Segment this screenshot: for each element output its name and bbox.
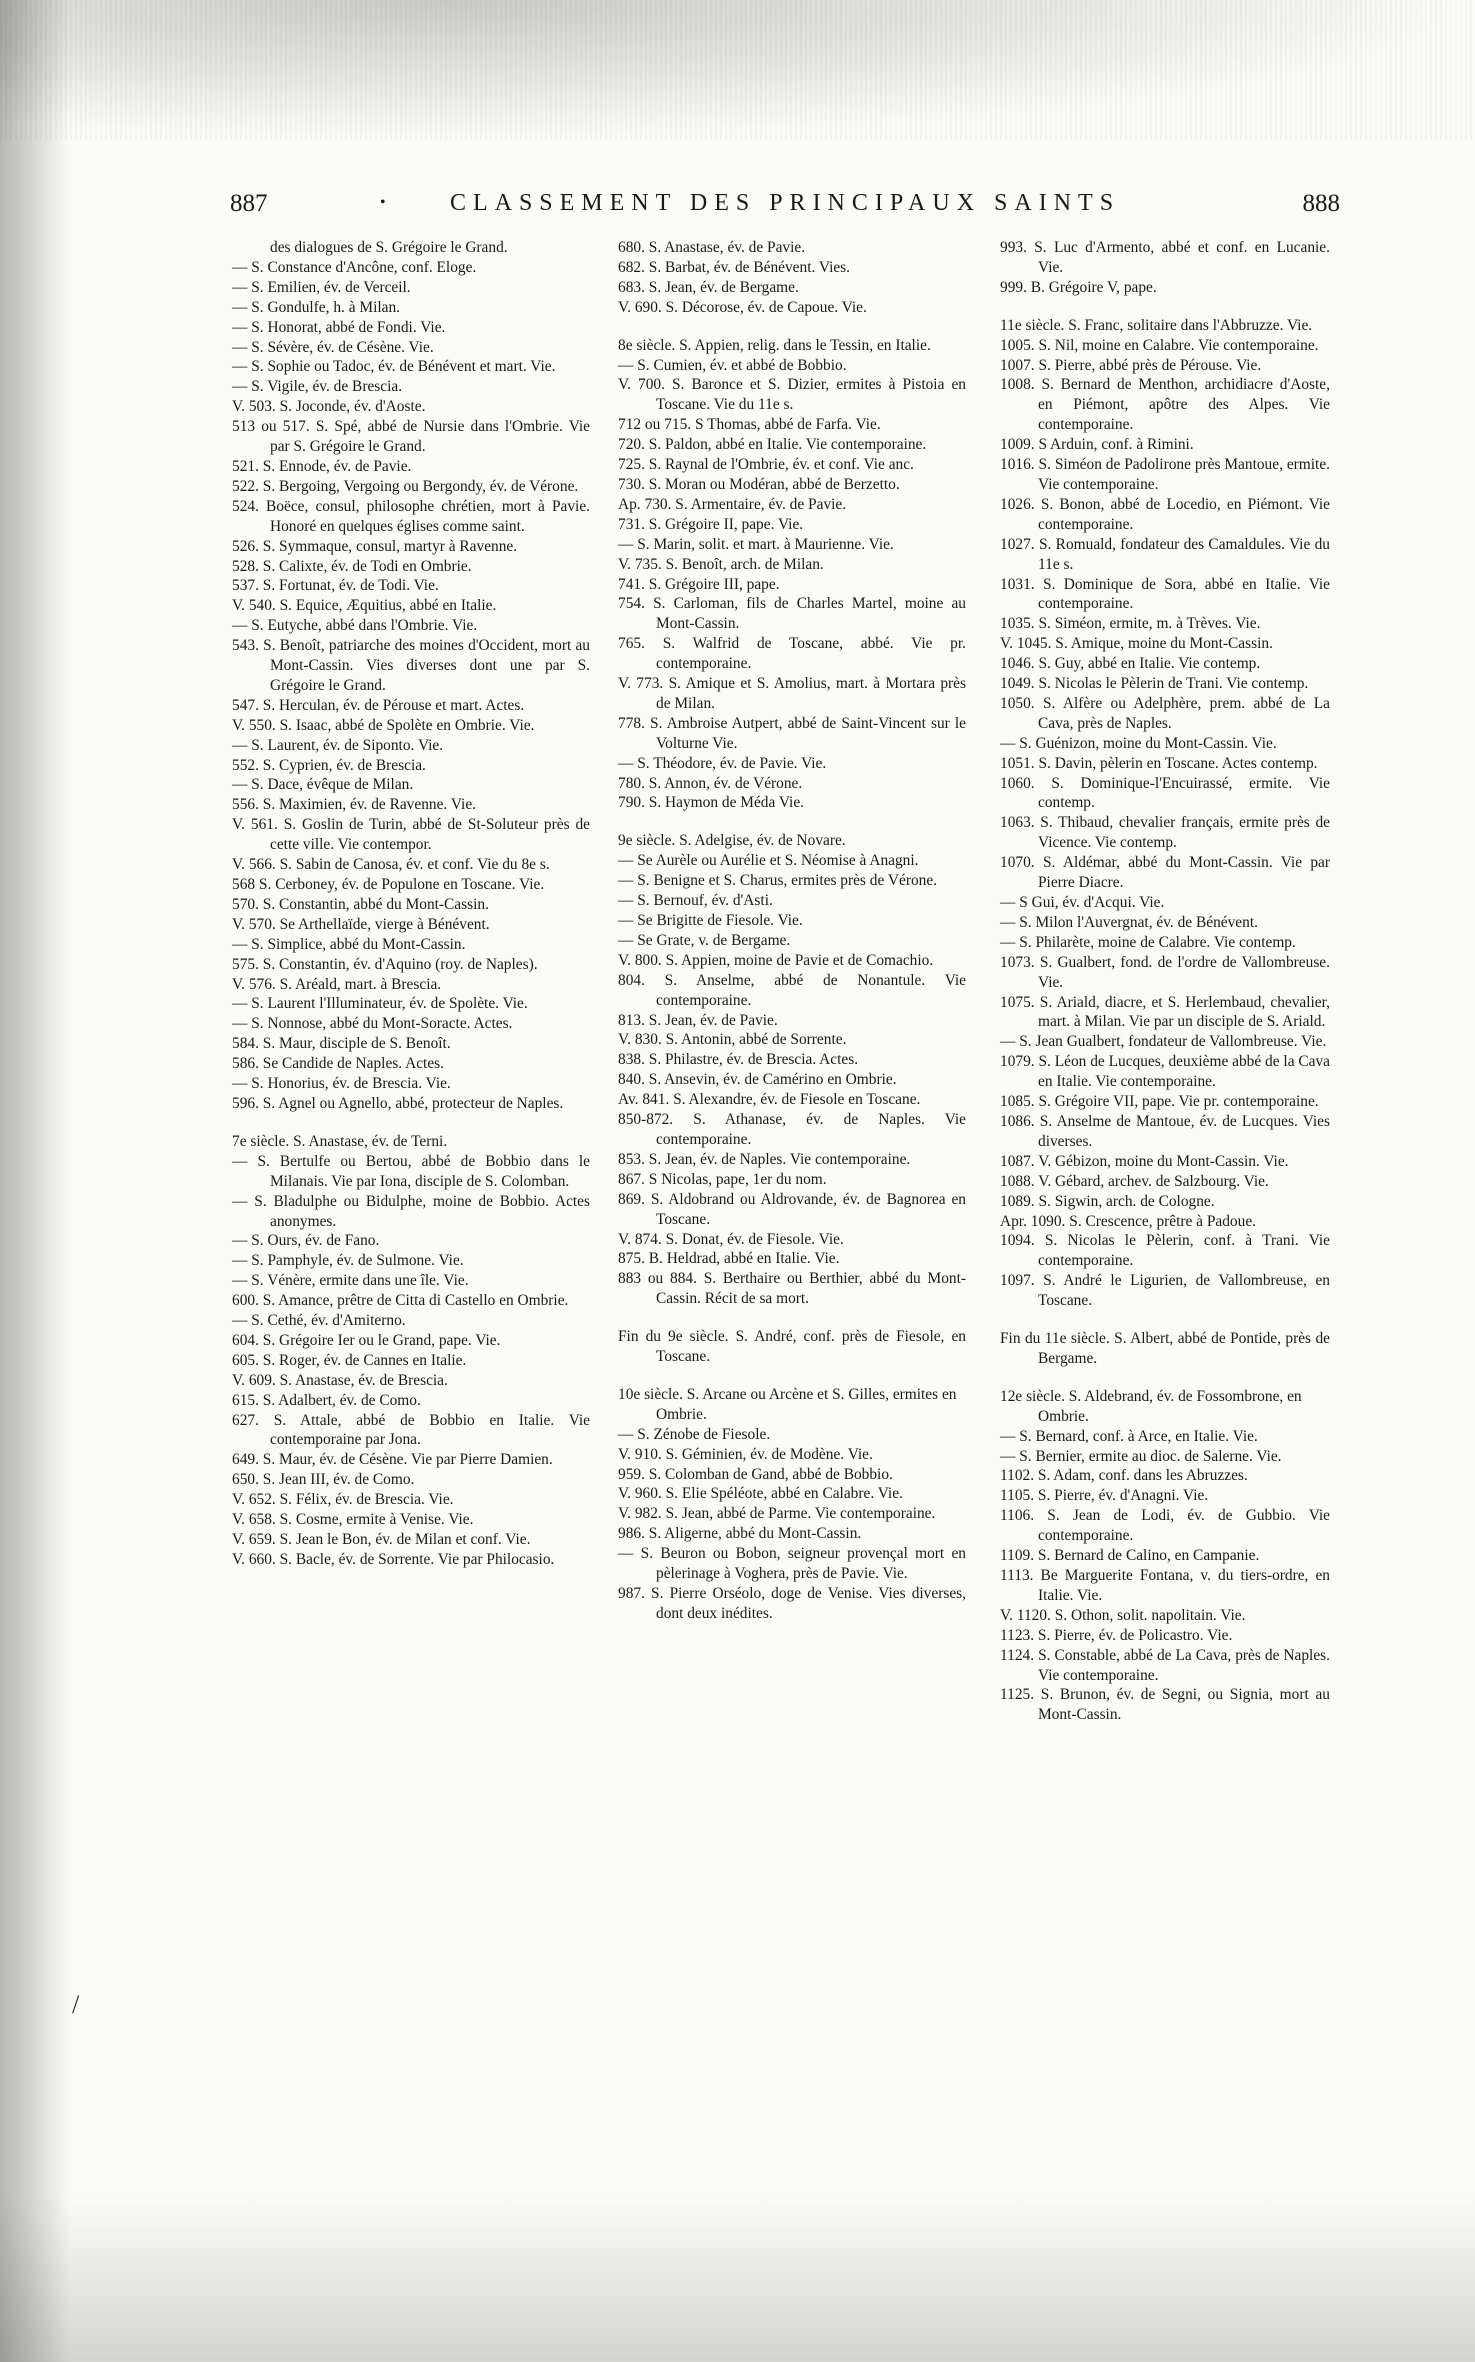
entry-gap xyxy=(1000,1311,1330,1329)
saint-entry: 1007. S. Pierre, abbé près de Pérouse. Vie. xyxy=(1000,356,1262,374)
saint-entry: 1124. S. Constable, abbé de La Cava, près de Naples. Vie contemporaine. xyxy=(1000,1646,1330,1684)
saint-entry: Apr. 1090. S. Crescence, prêtre à Padoue. xyxy=(1000,1212,1257,1230)
entry-gap xyxy=(1000,1369,1330,1387)
scan-edge-bottom xyxy=(0,2192,1475,2362)
saint-entry: V. 652. S. Félix, év. de Brescia. Vie. xyxy=(232,1491,454,1509)
saint-entry: 959. S. Colomban de Gand, abbé de Bobbio. xyxy=(618,1465,893,1483)
saint-entry: V. 561. S. Goslin de Turin, abbé de St-Soluteur près de cette ville. Vie contempor. xyxy=(232,816,590,854)
saint-entry: — S. Eutyche, abbé dans l'Ombrie. Vie. xyxy=(232,617,478,635)
saint-entry: — S. Benigne et S. Charus, ermites près de Vérone. xyxy=(618,872,938,890)
saint-entry: — S. Bernouf, év. d'Asti. xyxy=(618,892,773,910)
running-header xyxy=(230,190,1340,230)
saint-entry: 537. S. Fortunat, év. de Todi. Vie. xyxy=(232,577,439,595)
entry-gap xyxy=(618,1367,966,1385)
saint-entry: — S. Honorat, abbé de Fondi. Vie. xyxy=(232,318,446,336)
saint-entry: 986. S. Aligerne, abbé du Mont-Cassin. xyxy=(618,1525,862,1543)
saint-entry: 730. S. Moran ou Modéran, abbé de Berzetto. xyxy=(618,475,900,493)
saint-entry: V. 609. S. Anastase, év. de Brescia. xyxy=(232,1371,448,1389)
saint-entry: 556. S. Maximien, év. de Ravenne. Vie. xyxy=(232,796,476,814)
saint-entry: — S. Beuron ou Bobon, seigneur provençal mort en pèlerinage à Voghera, près de Pavie. Vie. xyxy=(618,1545,966,1583)
saint-entry: — S. Sophie ou Tadoc, év. de Bénévent et mart. Vie. xyxy=(232,358,556,376)
saint-entry: 1097. S. André le Ligurien, de Vallombreuse, en Toscane. xyxy=(1000,1272,1330,1310)
saint-entry: 813. S. Jean, év. de Pavie. xyxy=(618,1011,778,1029)
saint-entry: 720. S. Paldon, abbé en Italie. Vie contemporaine. xyxy=(618,436,927,454)
saint-entry: — S Gui, év. d'Acqui. Vie. xyxy=(1000,894,1165,911)
saint-entry: — S. Constance d'Ancône, conf. Eloge. xyxy=(232,258,477,276)
saint-entry: 1125. S. Brunon, év. de Segni, ou Signia, mort au Mont-Cassin. xyxy=(1000,1686,1330,1724)
saint-entry: V. 800. S. Appien, moine de Pavie et de Comachio. xyxy=(618,951,934,969)
saint-entry: — S. Marin, solit. et mart. à Maurienne. Vie. xyxy=(618,535,894,553)
saint-entry: 1073. S. Gualbert, fond. de l'ordre de Vallombreuse. Vie. xyxy=(1000,953,1330,991)
saint-entry: — S. Guénizon, moine du Mont-Cassin. Vie. xyxy=(1000,734,1277,752)
saint-entry: 765. S. Walfrid de Toscane, abbé. Vie pr. contemporaine. xyxy=(618,635,966,673)
saint-entry: — S. Sévère, év. de Césène. Vie. xyxy=(232,338,434,356)
scan-edge-left xyxy=(0,0,70,2362)
saint-entry: 1094. S. Nicolas le Pèlerin, conf. à Trani. Vie contemporaine. xyxy=(1000,1232,1330,1270)
column-3 xyxy=(1000,238,1330,1725)
column-2 xyxy=(618,238,966,1624)
saint-entry: — S. Bernard, conf. à Arce, en Italie. Vie. xyxy=(1000,1427,1258,1445)
saint-entry: — S. Vénère, ermite dans une île. Vie. xyxy=(232,1272,469,1290)
saint-entry: — S. Cumien, év. et abbé de Bobbio. xyxy=(618,356,847,374)
saint-entry: V. 1120. S. Othon, solit. napolitain. Vie. xyxy=(1000,1606,1246,1624)
saint-entry: V. 1045. S. Amique, moine du Mont-Cassin. xyxy=(1000,635,1273,653)
saint-entry: 649. S. Maur, év. de Césène. Vie par Pierre Damien. xyxy=(232,1451,553,1469)
saint-entry: 604. S. Grégoire Ier ou le Grand, pape. Vie. xyxy=(232,1331,501,1349)
saint-entry: 1008. S. Bernard de Menthon, archidiacre d'Aoste, en Piémont, apôtre des Alpes. Vie contemporaine. xyxy=(1000,376,1330,434)
century-heading: 11e siècle. S. Franc, solitaire dans l'Abbruzze. Vie. xyxy=(1000,316,1313,334)
saint-entry: 853. S. Jean, év. de Naples. Vie contemporaine. xyxy=(618,1150,911,1168)
saint-entry: — S. Milon l'Auvergnat, év. de Bénévent. xyxy=(1000,913,1258,931)
saint-entry: — Se Brigitte de Fiesole. Vie. xyxy=(618,912,803,929)
saint-entry: Av. 841. S. Alexandre, év. de Fiesole en Toscane. xyxy=(618,1091,921,1109)
saint-entry: 1051. S. Davin, pèlerin en Toscane. Actes contemp. xyxy=(1000,754,1318,772)
saint-entry: 840. S. Ansevin, év. de Camérino en Ombrie. xyxy=(618,1071,897,1089)
saint-entry: 522. S. Bergoing, Vergoing ou Bergondy, év. de Vérone. xyxy=(232,477,579,495)
saint-entry: 1046. S. Guy, abbé en Italie. Vie contemp. xyxy=(1000,655,1261,673)
saint-entry: V. 576. S. Aréald, mart. à Brescia. xyxy=(232,975,442,993)
saint-entry: V. 570. Se Arthellaïde, vierge à Bénévent. xyxy=(232,915,490,933)
century-heading: 9e siècle. S. Adelgise, év. de Novare. xyxy=(618,832,846,850)
century-heading: 7e siècle. S. Anastase, év. de Terni. xyxy=(232,1132,448,1150)
saint-entry: 1123. S. Pierre, év. de Policastro. Vie. xyxy=(1000,1626,1233,1644)
saint-entry: V. 735. S. Benoît, arch. de Milan. xyxy=(618,555,824,573)
saint-entry: 524. Boëce, consul, philosophe chrétien, mort à Pavie. Honoré en quelques églises comme saint. xyxy=(232,497,590,535)
saint-entry: — S. Nonnose, abbé du Mont-Soracte. Actes. xyxy=(232,1015,513,1033)
saint-entry: — S. Bladulphe ou Bidulphe, moine de Bobbio. Actes anonymes. xyxy=(232,1192,590,1230)
saint-entry: — S. Laurent, év. de Siponto. Vie. xyxy=(232,736,444,754)
saint-entry: 584. S. Maur, disciple de S. Benoît. xyxy=(232,1035,451,1053)
page-number-right: 888 xyxy=(1302,190,1340,217)
saint-entry: 867. S Nicolas, pape, 1er du nom. xyxy=(618,1170,827,1188)
saint-entry: V. 503. S. Joconde, év. d'Aoste. xyxy=(232,398,426,416)
saint-entry: 1035. S. Siméon, ermite, m. à Trèves. Vie. xyxy=(1000,615,1261,633)
saint-entry: 1085. S. Grégoire VII, pape. Vie pr. contemporaine. xyxy=(1000,1093,1319,1111)
saint-entry: 1063. S. Thibaud, chevalier français, ermite près de Vicence. Vie contemp. xyxy=(1000,814,1330,852)
saint-entry: 1106. S. Jean de Lodi, év. de Gubbio. Vie contemporaine. xyxy=(1000,1507,1330,1545)
saint-entry: 780. S. Annon, év. de Vérone. xyxy=(618,774,803,792)
saint-entry: 547. S. Herculan, év. de Pérouse et mart. Actes. xyxy=(232,696,525,714)
saint-entry: V. 659. S. Jean le Bon, év. de Milan et conf. Vie. xyxy=(232,1531,531,1548)
saint-entry: 1050. S. Alfère ou Adelphère, prem. abbé de La Cava, près de Naples. xyxy=(1000,694,1330,732)
saint-entry: 1026. S. Bonon, abbé de Locedio, en Piémont. Vie contemporaine. xyxy=(1000,495,1330,533)
saint-entry: 993. S. Luc d'Armento, abbé et conf. en Lucanie. Vie. xyxy=(1000,239,1330,276)
page-number-left: 887 xyxy=(230,190,268,217)
century-heading: 8e siècle. S. Appien, relig. dans le Tessin, en Italie. xyxy=(618,336,931,354)
saint-entry: 1016. S. Siméon de Padolirone près Mantoue, ermite. Vie contemporaine. xyxy=(1000,456,1330,493)
saint-entry: 1088. V. Gébard, archev. de Salzbourg. Vie. xyxy=(1000,1172,1269,1190)
saint-entry: 850-872. S. Athanase, év. de Naples. Vie contemporaine. xyxy=(618,1111,966,1148)
saint-entry: 568 S. Cerboney, év. de Populone en Toscane. Vie. xyxy=(232,876,545,893)
saint-entry: 513 ou 517. S. Spé, abbé de Nursie dans l'Ombrie. Vie par S. Grégoire le Grand. xyxy=(232,418,590,456)
saint-entry: 575. S. Constantin, év. d'Aquino (roy. de Naples). xyxy=(232,955,538,973)
saint-entry: 1109. S. Bernard de Calino, en Campanie. xyxy=(1000,1547,1260,1565)
saint-entry: 1087. V. Gébizon, moine du Mont-Cassin. Vie. xyxy=(1000,1152,1289,1170)
saint-entry: 600. S. Amance, prêtre de Citta di Castello en Ombrie. xyxy=(232,1292,569,1310)
saint-entry: 683. S. Jean, év. de Bergame. xyxy=(618,278,799,296)
saint-entry: — Se Aurèle ou Aurélie et S. Néomise à Anagni. xyxy=(618,852,919,870)
entry-gap xyxy=(618,318,966,336)
saint-entry: — S. Cethé, év. d'Amiterno. xyxy=(232,1312,406,1330)
saint-entry: Fin du 11e siècle. S. Albert, abbé de Pontide, près de Bergame. xyxy=(1000,1330,1330,1367)
saint-entry: 778. S. Ambroise Autpert, abbé de Saint-Vincent sur le Volturne Vie. xyxy=(618,714,966,752)
saint-entry: V. 960. S. Elie Spéléote, abbé en Calabre. Vie. xyxy=(618,1485,903,1503)
saint-entry: 552. S. Cyprien, év. de Brescia. xyxy=(232,756,426,774)
saint-entry: V. 540. S. Equice, Æquitius, abbé en Italie. xyxy=(232,597,497,615)
saint-entry: V. 566. S. Sabin de Canosa, év. et conf. Vie du 8e s. xyxy=(232,856,550,874)
saint-entry: — S. Pamphyle, év. de Sulmone. Vie. xyxy=(232,1252,464,1270)
saint-entry: — S. Bertulfe ou Bertou, abbé de Bobbio dans le Milanais. Vie par Iona, disciple de S. Colomban. xyxy=(232,1152,590,1190)
saint-entry: — S. Philarète, moine de Calabre. Vie contemp. xyxy=(1000,933,1296,951)
saint-entry: V. 773. S. Amique et S. Amolius, mart. à Mortara près de Milan. xyxy=(618,675,966,712)
entry-gap xyxy=(1000,298,1330,316)
saint-entry: 1086. S. Anselme de Mantoue, év. de Lucques. Vies diverses. xyxy=(1000,1112,1330,1150)
saint-entry: 570. S. Constantin, abbé du Mont-Cassin. xyxy=(232,895,489,913)
saint-entry: 1070. S. Aldémar, abbé du Mont-Cassin. Vie par Pierre Diacre. xyxy=(1000,854,1330,892)
saint-entry: 875. B. Heldrad, abbé en Italie. Vie. xyxy=(618,1250,840,1268)
entry-gap xyxy=(618,813,966,831)
saint-entry: — S. Bernier, ermite au dioc. de Salerne. Vie. xyxy=(1000,1447,1282,1465)
saint-entry: 543. S. Benoît, patriarche des moines d'Occident, mort au Mont-Cassin. Vies diverses dont une par S. Grégoire le Grand. xyxy=(232,637,590,694)
saint-entry: — S. Gondulfe, h. à Milan. xyxy=(232,298,400,316)
saint-entry: 596. S. Agnel ou Agnello, abbé, protecteur de Naples. xyxy=(232,1094,564,1112)
saint-entry: 627. S. Attale, abbé de Bobbio en Italie. Vie contemporaine par Jona. xyxy=(232,1411,590,1449)
saint-entry: 1075. S. Ariald, diacre, et S. Herlembaud, chevalier, mart. à Milan. Vie par un disciple de S. Ariald. xyxy=(1000,993,1330,1031)
saint-entry: V. 660. S. Bacle, év. de Sorrente. Vie par Philocasio. xyxy=(232,1550,555,1568)
saint-entry: 725. S. Raynal de l'Ombrie, év. et conf. Vie anc. xyxy=(618,456,914,474)
saint-entry: 650. S. Jean III, év. de Como. xyxy=(232,1471,415,1489)
entry-gap xyxy=(618,1309,966,1327)
running-title: CLASSEMENT DES PRINCIPAUX SAINTS xyxy=(449,190,1121,216)
header-bullet: • xyxy=(380,194,386,211)
saint-entry: 987. S. Pierre Orséolo, doge de Venise. Vies diverses, dont deux inédites. xyxy=(618,1585,966,1622)
saint-entry: des dialogues de S. Grégoire le Grand. xyxy=(270,239,508,256)
entry-gap xyxy=(232,1114,590,1132)
saint-entry: 1102. S. Adam, conf. dans les Abruzzes. xyxy=(1000,1467,1248,1485)
saint-entry: V. 910. S. Géminien, év. de Modène. Vie. xyxy=(618,1445,873,1463)
saint-entry: 838. S. Philastre, év. de Brescia. Actes. xyxy=(618,1051,859,1069)
saint-entry: 1031. S. Dominique de Sora, abbé en Italie. Vie contemporaine. xyxy=(1000,575,1330,613)
saint-entry: 869. S. Aldobrand ou Aldrovande, év. de Bagnorea en Toscane. xyxy=(618,1190,966,1228)
saint-entry: 754. S. Carloman, fils de Charles Martel, moine au Mont-Cassin. xyxy=(618,595,966,633)
saint-entry: 999. B. Grégoire V, pape. xyxy=(1000,278,1157,296)
saint-entry: 804. S. Anselme, abbé de Nonantule. Vie contemporaine. xyxy=(618,971,966,1009)
saint-entry: 1009. S Arduin, conf. à Rimini. xyxy=(1000,436,1194,454)
saint-entry: 1049. S. Nicolas le Pèlerin de Trani. Vie contemp. xyxy=(1000,675,1309,693)
saint-entry: V. 830. S. Antonin, abbé de Sorrente. xyxy=(618,1031,847,1049)
saint-entry: — S. Jean Gualbert, fondateur de Vallombreuse. Vie. xyxy=(1000,1033,1327,1051)
saint-entry: 526. S. Symmaque, consul, martyr à Ravenne. xyxy=(232,537,518,555)
saint-entry: 615. S. Adalbert, év. de Como. xyxy=(232,1391,421,1409)
saint-entry: Fin du 9e siècle. S. André, conf. près de Fiesole, en Toscane. xyxy=(618,1328,966,1366)
saint-entry: 586. Se Candide de Naples. Actes. xyxy=(232,1055,445,1073)
saint-entry: 1027. S. Romuald, fondateur des Camaldules. Vie du 11e s. xyxy=(1000,535,1330,573)
saint-entry: V. 658. S. Cosme, ermite à Venise. Vie. xyxy=(232,1511,474,1529)
saint-entry: — S. Honorius, év. de Brescia. Vie. xyxy=(232,1075,451,1093)
saint-entry: 1113. Be Marguerite Fontana, v. du tiers-ordre, en Italie. Vie. xyxy=(1000,1567,1330,1604)
saint-entry: — S. Théodore, év. de Pavie. Vie. xyxy=(618,754,827,772)
saint-entry: 605. S. Roger, év. de Cannes en Italie. xyxy=(232,1351,467,1369)
saint-entry: 680. S. Anastase, év. de Pavie. xyxy=(618,239,806,256)
saint-entry: V. 550. S. Isaac, abbé de Spolète en Ombrie. Vie. xyxy=(232,716,535,734)
saint-entry: V. 700. S. Baronce et S. Dizier, ermites à Pistoia en Toscane. Vie du 11e s. xyxy=(618,376,966,414)
saint-entry: 1105. S. Pierre, év. d'Anagni. Vie. xyxy=(1000,1487,1209,1505)
saint-entry: 731. S. Grégoire II, pape. Vie. xyxy=(618,515,804,533)
saint-entry: Ap. 730. S. Armentaire, év. de Pavie. xyxy=(618,495,847,513)
saint-entry: — Se Grate, v. de Bergame. xyxy=(618,931,791,949)
saint-entry: — S. Vigile, év. de Brescia. xyxy=(232,378,403,396)
saint-entry: V. 982. S. Jean, abbé de Parme. Vie contemporaine. xyxy=(618,1505,936,1523)
saint-entry: 712 ou 715. S Thomas, abbé de Farfa. Vie. xyxy=(618,416,881,434)
saint-entry: V. 690. S. Décorose, év. de Capoue. Vie. xyxy=(618,298,867,316)
saint-entry: 883 ou 884. S. Berthaire ou Berthier, abbé du Mont-Cassin. Récit de sa mort. xyxy=(618,1270,966,1308)
saint-entry: — S. Emilien, év. de Verceil. xyxy=(232,278,411,296)
saint-entry: 741. S. Grégoire III, pape. xyxy=(618,575,780,593)
scan-edge-top xyxy=(0,0,1475,140)
saint-entry: — S. Simplice, abbé du Mont-Cassin. xyxy=(232,935,466,953)
saint-entry: — S. Zénobe de Fiesole. xyxy=(618,1425,771,1443)
saint-entry: — S. Ours, év. de Fano. xyxy=(232,1232,380,1250)
column-1 xyxy=(232,238,590,1570)
century-heading: 12e siècle. S. Aldebrand, év. de Fossombrone, en Ombrie. xyxy=(1000,1387,1302,1425)
saint-entry: 1089. S. Sigwin, arch. de Cologne. xyxy=(1000,1192,1215,1210)
saint-entry: 1005. S. Nil, moine en Calabre. Vie contemporaine. xyxy=(1000,336,1319,354)
saint-entry: — S. Dace, évêque de Milan. xyxy=(232,776,414,794)
saint-entry: 1060. S. Dominique-l'Encuirassé, ermite. Vie contemp. xyxy=(1000,774,1330,812)
saint-entry: — S. Laurent l'Illuminateur, év. de Spolète. Vie. xyxy=(232,995,528,1013)
stray-mark: / xyxy=(72,1990,80,2019)
saint-entry: 528. S. Calixte, év. de Todi en Ombrie. xyxy=(232,557,472,575)
saint-entry: 682. S. Barbat, év. de Bénévent. Vies. xyxy=(618,258,851,276)
saint-entry: V. 874. S. Donat, év. de Fiesole. Vie. xyxy=(618,1230,844,1248)
saint-entry: 790. S. Haymon de Méda Vie. xyxy=(618,794,805,812)
saint-entry: 521. S. Ennode, év. de Pavie. xyxy=(232,457,412,475)
saint-entry: 1079. S. Léon de Lucques, deuxième abbé de la Cava en Italie. Vie contemporaine. xyxy=(1000,1053,1330,1091)
century-heading: 10e siècle. S. Arcane ou Arcène et S. Gilles, ermites en Ombrie. xyxy=(618,1385,957,1423)
